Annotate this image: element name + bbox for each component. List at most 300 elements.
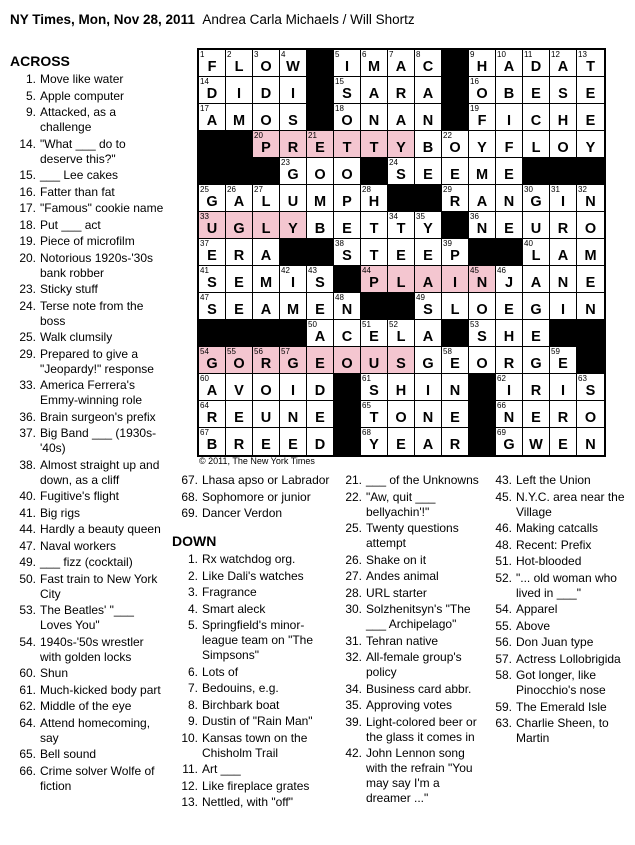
cell-number: 36 [470, 212, 479, 221]
grid-cell[interactable] [199, 50, 226, 77]
grid-cell[interactable] [496, 239, 523, 266]
grid-cell[interactable] [253, 104, 280, 131]
cell-letter: N [557, 275, 569, 291]
clue-item [10, 89, 168, 104]
grid-cell[interactable] [496, 293, 523, 320]
clue-number: 25. [345, 521, 362, 535]
clue-item [10, 539, 168, 554]
grid-cell[interactable] [361, 185, 388, 212]
grid-cell[interactable] [523, 50, 550, 77]
grid-cell[interactable] [361, 374, 388, 401]
clue-item [10, 555, 168, 570]
grid-cell[interactable] [253, 374, 280, 401]
grid-cell[interactable] [577, 104, 604, 131]
clue-item [172, 569, 332, 584]
grid-cell[interactable] [469, 266, 496, 293]
grid-cell[interactable] [550, 212, 577, 239]
grid-cell[interactable] [334, 77, 361, 104]
grid-cell[interactable] [199, 77, 226, 104]
cell-letter: V [234, 383, 244, 399]
grid-cell[interactable] [550, 185, 577, 212]
grid-cell[interactable] [415, 77, 442, 104]
grid-cell[interactable] [523, 131, 550, 158]
grid-cell[interactable] [226, 131, 253, 158]
grid-cell[interactable] [442, 131, 469, 158]
grid-cell[interactable] [334, 50, 361, 77]
cell-number: 17 [200, 104, 209, 113]
grid-cell[interactable] [334, 266, 361, 293]
grid-cell[interactable] [415, 293, 442, 320]
grid-cell[interactable] [442, 77, 469, 104]
cell-number: 41 [200, 266, 209, 275]
grid-cell[interactable] [577, 50, 604, 77]
clue-text: Tehran native [366, 633, 439, 648]
grid-cell[interactable] [523, 77, 550, 104]
grid-cell[interactable] [550, 77, 577, 104]
grid-cell[interactable] [226, 104, 253, 131]
grid-cell[interactable] [361, 104, 388, 131]
grid-cell[interactable] [388, 77, 415, 104]
cell-letter: M [286, 302, 300, 318]
grid-cell[interactable] [469, 158, 496, 185]
grid-cell[interactable] [388, 428, 415, 455]
grid-cell[interactable] [415, 239, 442, 266]
grid-cell[interactable] [361, 77, 388, 104]
grid-cell[interactable] [388, 185, 415, 212]
grid-cell[interactable] [496, 401, 523, 428]
cell-letter: E [315, 410, 325, 426]
clue-item [10, 185, 168, 200]
grid-cell[interactable] [442, 401, 469, 428]
clue-item [336, 682, 482, 697]
clue-text: Actress Lollobrigida [516, 651, 621, 666]
clue-text: Prepared to give a "Jeopardy!" response [40, 346, 154, 376]
grid-cell[interactable] [307, 185, 334, 212]
grid-cell[interactable] [577, 266, 604, 293]
grid-cell[interactable] [361, 347, 388, 374]
grid-cell[interactable] [334, 104, 361, 131]
grid-cell[interactable] [307, 293, 334, 320]
grid-cell[interactable] [523, 374, 550, 401]
clue-text: Much-kicked body part [40, 682, 161, 697]
grid-cell[interactable] [388, 50, 415, 77]
grid-cell[interactable] [496, 320, 523, 347]
grid-cell[interactable] [496, 185, 523, 212]
grid-cell[interactable] [442, 374, 469, 401]
grid-cell[interactable] [307, 347, 334, 374]
grid-cell[interactable] [253, 77, 280, 104]
grid-cell[interactable] [253, 158, 280, 185]
clue-item [172, 714, 332, 729]
grid-cell[interactable] [550, 104, 577, 131]
grid-cell[interactable] [280, 158, 307, 185]
clue-number: 19. [19, 234, 36, 248]
grid-cell[interactable] [334, 212, 361, 239]
grid-cell[interactable] [280, 374, 307, 401]
grid-cell[interactable] [226, 77, 253, 104]
grid-cell[interactable] [442, 158, 469, 185]
clue-text: Big rigs [40, 505, 81, 520]
clue-text: Fast train to New York City [40, 571, 158, 601]
grid-cell[interactable] [415, 185, 442, 212]
grid-cell[interactable] [253, 347, 280, 374]
grid-cell[interactable] [496, 212, 523, 239]
grid-cell[interactable] [361, 239, 388, 266]
grid-cell[interactable] [415, 428, 442, 455]
grid-cell[interactable] [388, 401, 415, 428]
grid-cell[interactable] [280, 104, 307, 131]
grid-cell[interactable] [334, 158, 361, 185]
grid-cell[interactable] [469, 185, 496, 212]
grid-cell[interactable] [577, 131, 604, 158]
clue-number: 45. [495, 489, 512, 504]
grid-cell[interactable] [442, 320, 469, 347]
grid-cell[interactable] [388, 239, 415, 266]
grid-cell[interactable] [469, 293, 496, 320]
grid-cell[interactable] [415, 347, 442, 374]
clue-number: 52. [495, 570, 512, 585]
clue-number: 51. [495, 554, 512, 568]
grid-cell[interactable] [469, 239, 496, 266]
grid-cell[interactable] [307, 428, 334, 455]
cell-number: 42 [281, 266, 290, 275]
grid-cell[interactable] [226, 266, 253, 293]
grid-cell[interactable] [388, 158, 415, 185]
grid-cell[interactable] [280, 428, 307, 455]
cell-letter: O [260, 113, 272, 129]
down-clues-column-4 [486, 473, 626, 748]
clue-item [336, 569, 482, 584]
clue-text: Sophomore or junior [202, 489, 311, 504]
grid-cell[interactable] [307, 374, 334, 401]
grid-cell[interactable] [226, 401, 253, 428]
grid-cell[interactable] [307, 320, 334, 347]
grid-cell[interactable] [415, 320, 442, 347]
cell-number: 63 [578, 374, 587, 383]
grid-cell[interactable] [577, 185, 604, 212]
grid-cell[interactable] [361, 293, 388, 320]
clue-number: 55. [495, 618, 512, 633]
grid-cell[interactable] [550, 158, 577, 185]
grid-cell[interactable] [523, 266, 550, 293]
clue-item [10, 201, 168, 216]
grid-cell[interactable] [226, 293, 253, 320]
cell-letter: L [396, 329, 406, 345]
grid-cell[interactable] [442, 212, 469, 239]
grid-cell[interactable] [307, 401, 334, 428]
cell-number: 59 [551, 347, 560, 356]
clue-text: Nettled, with "off" [202, 795, 294, 809]
grid-cell[interactable] [388, 266, 415, 293]
grid-cell[interactable] [577, 212, 604, 239]
cell-letter: L [396, 275, 406, 291]
grid-cell[interactable] [361, 320, 388, 347]
grid-cell[interactable] [307, 212, 334, 239]
grid-cell[interactable] [496, 428, 523, 455]
grid-cell[interactable] [226, 158, 253, 185]
grid-cell[interactable] [334, 401, 361, 428]
grid-cell[interactable] [334, 239, 361, 266]
grid-cell[interactable] [442, 50, 469, 77]
grid-cell[interactable] [577, 239, 604, 266]
clue-number: 2. [187, 568, 198, 583]
grid-cell[interactable] [361, 50, 388, 77]
grid-cell[interactable] [280, 50, 307, 77]
clue-text: Attend homecoming, say [40, 715, 151, 745]
clue-item [172, 731, 332, 761]
grid-cell[interactable] [280, 77, 307, 104]
grid-cell[interactable] [577, 428, 604, 455]
cell-letter: A [314, 329, 326, 345]
grid-cell[interactable] [577, 77, 604, 104]
grid-cell[interactable] [442, 239, 469, 266]
clue-text: Sticky stuff [40, 282, 98, 296]
grid-cell[interactable] [442, 266, 469, 293]
grid-cell[interactable] [550, 293, 577, 320]
grid-cell[interactable] [523, 212, 550, 239]
clue-item [486, 538, 626, 553]
grid-cell[interactable] [280, 212, 307, 239]
grid-cell[interactable] [307, 77, 334, 104]
grid-cell[interactable] [334, 131, 361, 158]
grid-cell[interactable] [442, 347, 469, 374]
grid-cell[interactable] [415, 131, 442, 158]
cell-letter: O [260, 59, 272, 75]
grid-cell[interactable] [253, 320, 280, 347]
grid-cell[interactable] [469, 374, 496, 401]
grid-cell[interactable] [226, 50, 253, 77]
grid-cell[interactable] [550, 239, 577, 266]
grid-cell[interactable] [334, 293, 361, 320]
grid-cell[interactable] [523, 239, 550, 266]
grid-cell[interactable] [415, 374, 442, 401]
grid-cell[interactable] [280, 239, 307, 266]
grid-cell[interactable] [199, 266, 226, 293]
grid-cell[interactable] [361, 401, 388, 428]
grid-cell[interactable] [415, 266, 442, 293]
grid-cell[interactable] [388, 320, 415, 347]
clue-text: Move like water [40, 72, 124, 86]
grid-cell[interactable] [253, 131, 280, 158]
grid-cell[interactable] [469, 50, 496, 77]
clue-item [172, 795, 332, 810]
clues-column-2 [172, 473, 332, 812]
grid-cell[interactable] [199, 185, 226, 212]
grid-cell[interactable] [253, 239, 280, 266]
grid-cell[interactable] [523, 293, 550, 320]
grid-cell[interactable] [469, 131, 496, 158]
grid-cell[interactable] [280, 347, 307, 374]
grid-cell[interactable] [199, 131, 226, 158]
grid-cell[interactable] [496, 266, 523, 293]
grid-cell[interactable] [307, 266, 334, 293]
grid-cell[interactable] [550, 401, 577, 428]
grid-cell[interactable] [199, 158, 226, 185]
grid-cell[interactable] [496, 50, 523, 77]
grid-cell[interactable] [388, 374, 415, 401]
clue-number: 10. [181, 730, 198, 745]
clue-item [336, 602, 482, 632]
grid-cell[interactable] [442, 428, 469, 455]
grid-cell[interactable] [496, 104, 523, 131]
grid-cell[interactable] [226, 212, 253, 239]
grid-cell[interactable] [226, 347, 253, 374]
grid-cell[interactable] [577, 293, 604, 320]
grid-cell[interactable] [253, 185, 280, 212]
grid-cell[interactable] [550, 320, 577, 347]
grid-cell[interactable] [415, 50, 442, 77]
grid-cell[interactable] [577, 347, 604, 374]
grid-cell[interactable] [199, 212, 226, 239]
grid-cell[interactable] [226, 320, 253, 347]
grid-cell[interactable] [253, 266, 280, 293]
grid-cell[interactable] [280, 131, 307, 158]
grid-cell[interactable] [307, 104, 334, 131]
grid-cell[interactable] [415, 401, 442, 428]
cell-letter: N [476, 221, 488, 237]
grid-cell[interactable] [496, 374, 523, 401]
grid-cell[interactable] [226, 428, 253, 455]
grid-cell[interactable] [442, 185, 469, 212]
grid-cell[interactable] [253, 428, 280, 455]
grid-cell[interactable] [226, 374, 253, 401]
clue-item [10, 168, 168, 183]
grid-cell[interactable] [577, 320, 604, 347]
grid-cell[interactable] [469, 104, 496, 131]
grid-cell[interactable] [226, 239, 253, 266]
cell-letter: D [314, 437, 326, 453]
grid-cell[interactable] [469, 401, 496, 428]
grid-cell[interactable] [307, 50, 334, 77]
grid-cell[interactable] [550, 50, 577, 77]
grid-cell[interactable] [550, 131, 577, 158]
cell-letter: M [313, 194, 327, 210]
grid-cell[interactable] [388, 347, 415, 374]
grid-cell[interactable] [469, 77, 496, 104]
grid-cell[interactable] [199, 293, 226, 320]
grid-cell[interactable] [280, 185, 307, 212]
grid-cell[interactable] [469, 428, 496, 455]
grid-cell[interactable] [388, 104, 415, 131]
cell-number: 44 [362, 266, 371, 275]
grid-cell[interactable] [334, 347, 361, 374]
grid-cell[interactable] [496, 77, 523, 104]
grid-cell[interactable] [577, 158, 604, 185]
clue-number: 37. [19, 426, 36, 440]
clue-item [10, 603, 168, 633]
clue-item [336, 698, 482, 713]
grid-cell[interactable] [388, 212, 415, 239]
grid-cell[interactable] [199, 347, 226, 374]
grid-cell[interactable] [226, 185, 253, 212]
cell-letter: M [367, 59, 381, 75]
grid-cell[interactable] [361, 158, 388, 185]
grid-cell[interactable] [199, 320, 226, 347]
grid-cell[interactable] [253, 212, 280, 239]
cell-letter: I [236, 86, 242, 102]
grid-cell[interactable] [577, 401, 604, 428]
grid-cell[interactable] [334, 185, 361, 212]
grid-cell[interactable] [199, 428, 226, 455]
grid-cell[interactable] [307, 131, 334, 158]
grid-cell[interactable] [523, 104, 550, 131]
grid-cell[interactable] [280, 320, 307, 347]
clue-item [10, 764, 168, 794]
grid-cell[interactable] [307, 239, 334, 266]
grid-cell[interactable] [199, 374, 226, 401]
clue-item [10, 426, 168, 456]
grid-cell[interactable] [523, 347, 550, 374]
grid-cell[interactable] [523, 158, 550, 185]
grid-cell[interactable] [280, 293, 307, 320]
grid-cell[interactable] [361, 212, 388, 239]
grid-cell[interactable] [280, 266, 307, 293]
clue-text: Twenty questions attempt [366, 521, 459, 550]
cell-letter: G [206, 194, 218, 210]
grid-cell[interactable] [523, 428, 550, 455]
grid-cell[interactable] [550, 266, 577, 293]
clue-text: Birchbark boat [202, 697, 280, 712]
grid-cell[interactable] [361, 266, 388, 293]
across-heading: ACROSS [10, 53, 70, 69]
grid-cell[interactable] [199, 401, 226, 428]
grid-cell[interactable] [415, 158, 442, 185]
grid-cell[interactable] [253, 50, 280, 77]
grid-cell[interactable] [442, 293, 469, 320]
grid-cell[interactable] [550, 374, 577, 401]
grid-cell[interactable] [253, 401, 280, 428]
grid-cell[interactable] [415, 212, 442, 239]
grid-cell[interactable] [199, 239, 226, 266]
cell-number: 56 [254, 347, 263, 356]
grid-cell[interactable] [469, 347, 496, 374]
clue-item [172, 552, 332, 567]
grid-cell[interactable] [469, 320, 496, 347]
grid-cell[interactable] [334, 374, 361, 401]
grid-cell[interactable] [550, 428, 577, 455]
grid-cell[interactable] [577, 374, 604, 401]
grid-cell[interactable] [442, 104, 469, 131]
grid-cell[interactable] [523, 401, 550, 428]
grid-cell[interactable] [550, 347, 577, 374]
grid-cell[interactable] [199, 104, 226, 131]
grid-cell[interactable] [361, 428, 388, 455]
grid-cell[interactable] [523, 320, 550, 347]
cell-number: 13 [578, 50, 587, 59]
grid-cell[interactable] [469, 212, 496, 239]
grid-cell[interactable] [496, 347, 523, 374]
grid-cell[interactable] [307, 158, 334, 185]
grid-cell[interactable] [496, 131, 523, 158]
grid-cell[interactable] [334, 428, 361, 455]
clue-number: 41. [19, 505, 36, 520]
grid-cell[interactable] [388, 131, 415, 158]
clue-item [10, 747, 168, 762]
grid-cell[interactable] [334, 320, 361, 347]
cell-letter: R [233, 248, 245, 264]
cell-number: 25 [200, 185, 209, 194]
grid-cell[interactable] [280, 401, 307, 428]
grid-cell[interactable] [253, 293, 280, 320]
grid-cell[interactable] [388, 293, 415, 320]
grid-cell[interactable] [415, 104, 442, 131]
cell-number: 15 [335, 77, 344, 86]
cell-letter: M [232, 113, 246, 129]
grid-cell[interactable] [523, 185, 550, 212]
grid-cell[interactable] [496, 158, 523, 185]
cell-number: 28 [362, 185, 371, 194]
grid-cell[interactable] [361, 131, 388, 158]
